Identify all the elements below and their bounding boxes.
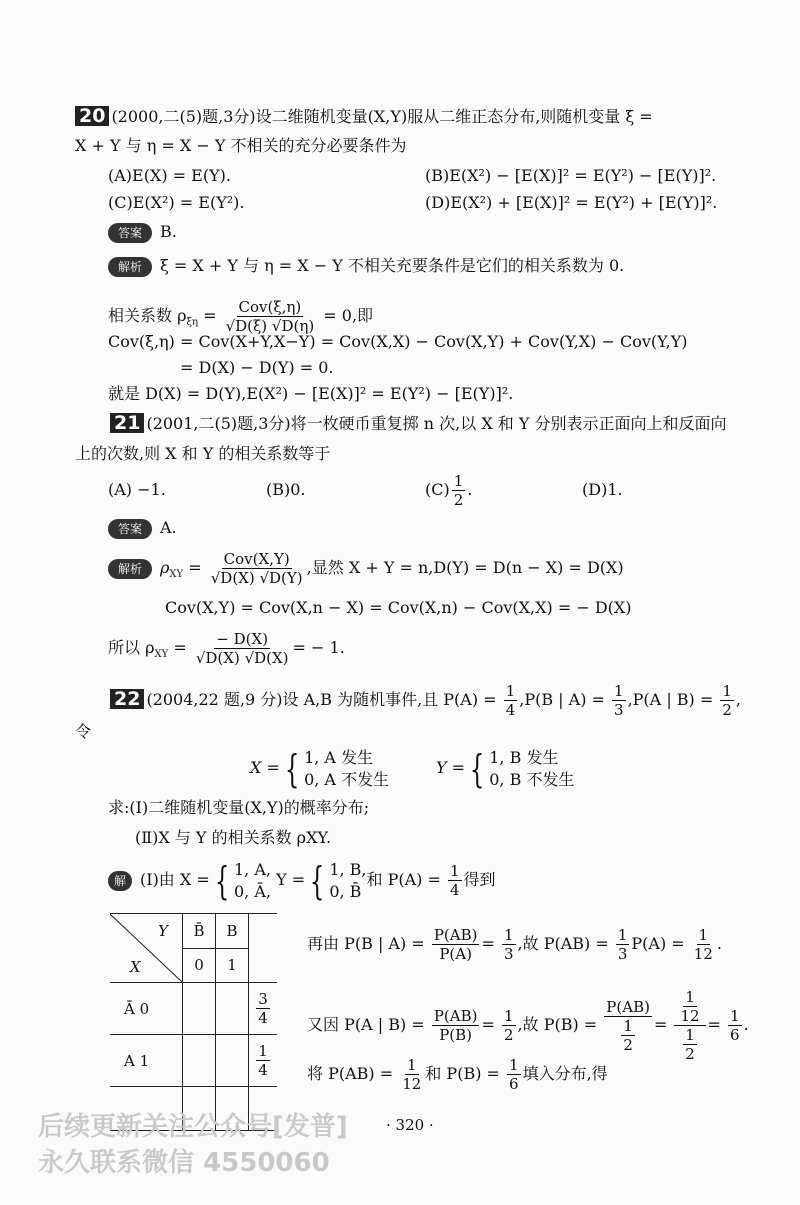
- q20-option-c: (C)E(X²) = E(Y²).: [108, 193, 245, 212]
- q22-step1: 再由 P(B | A) = $\frac{P(AB)}{P(A)}$ = $\frac{1}{3}$ ,故 P(AB) = $\frac{1}{3}$ P(A) = $\frac{1}{12}$ .: [307, 926, 722, 963]
- q22-intro-line: 22 (2004,22 题,9 分)设 A,B 为随机事件,且 P(A) = $\frac{1}{4}$ ,P(B | A) = $\frac{1}{3}$ ,P(A | B) = $\frac{1}{2}$ ,: [110, 680, 741, 720]
- table-col2-head: B: [216, 914, 249, 949]
- q20-cov-line1: Cov(ξ,η) = Cov(X+Y,X−Y) = Cov(X,X) − Cov(X,Y) + Cov(Y,X) − Cov(Y,Y): [108, 332, 688, 351]
- q21-intro: (2001,二(5)题,3分)将一枚硬币重复掷 n 次,以 X 和 Y 分别表示正面向上和反面向: [146, 414, 727, 433]
- table-cell-r2c1: [183, 1035, 216, 1087]
- q20-analysis-text: ξ = X + Y 与 η = X − Y 不相关充要条件是它们的相关系数为 0.: [160, 256, 625, 275]
- q21-answer: A.: [160, 518, 177, 537]
- q21-intro2: 上的次数,则 X 和 Y 的相关系数等于: [75, 444, 331, 463]
- q20-option-d: (D)E(X²) + [E(X)]² = E(Y²) + [E(Y)]².: [425, 193, 718, 212]
- q20-intro: (2000,二(5)题,3分)设二维随机变量(X,Y)服从二维正态分布,则随机变量 ξ =: [111, 107, 653, 126]
- table-col2-value: 1: [216, 948, 249, 983]
- table-row2-label: A 1: [110, 1035, 183, 1087]
- q22-requirement-2: (Ⅱ)X 与 Y 的相关系数 ρXY.: [135, 828, 332, 847]
- table-row1-label: Ā 0: [110, 983, 183, 1035]
- q22-x-definition: X = { 1, A 发生 0, A 不发生: [250, 746, 390, 791]
- q21-number: 21: [110, 413, 144, 433]
- q22-solution-part1: 解 (Ⅰ)由 X = { 1, A, 0, Ā, Y = { 1, B, 0, B̄ 和 P(A) = $\frac{1}{4}$ 得到: [108, 858, 496, 903]
- q21-final-formula: 所以 $\rho_{XY}$ = $\frac{- D(X)}{√D(X) √D(X)}$ = − 1.: [108, 630, 345, 667]
- answer-badge: 答案: [108, 223, 152, 243]
- q20-answer-line: [108, 222, 177, 243]
- q22-step3: 将 P(AB) = $\frac{1}{12}$ 和 P(B) = $\frac{1}{6}$ 填入分布,得: [307, 1056, 608, 1093]
- table-y-label: Y: [158, 922, 168, 940]
- table-cell-r1c2: [216, 983, 249, 1035]
- watermark-line-1: 后续更新关注公众号[发普]: [38, 1112, 348, 1142]
- table-marginal-head: [249, 914, 278, 983]
- diagonal-line: [110, 914, 182, 982]
- table-cell-r1c1: [183, 983, 216, 1035]
- q22-number: 22: [110, 689, 144, 709]
- q21-option-d: (D)1.: [582, 480, 623, 499]
- q20-analysis-line: [108, 256, 624, 277]
- table-x-label: X: [130, 958, 141, 976]
- q22-y-definition: Y = { 1, B 发生 0, B 不发生: [436, 746, 575, 791]
- q21-answer-line: [108, 518, 177, 539]
- q21-intro-line: [110, 413, 727, 434]
- q21-option-c: (C) $\frac{1}{2}$ .: [425, 472, 473, 509]
- q22-ling: 令: [75, 722, 92, 741]
- q20-intro-line: [75, 106, 653, 127]
- distribution-table: [110, 913, 277, 1131]
- table-corner-cell: [110, 914, 183, 983]
- solution-badge: 解: [108, 871, 132, 891]
- q20-cov-line2: = D(X) − D(Y) = 0.: [180, 358, 334, 377]
- table-col1-value: 0: [183, 948, 216, 983]
- q20-intro2: X + Y 与 η = X − Y 不相关的充分必要条件为: [75, 136, 407, 155]
- table-col1-head: B̄: [183, 914, 216, 949]
- table-cell-r2c2: [216, 1035, 249, 1087]
- q22-requirement-1: 求:(Ⅰ)二维随机变量(X,Y)的概率分布;: [108, 798, 370, 817]
- q21-option-a: (A) −1.: [108, 480, 166, 499]
- q21-rho-formula: 解析 $\rho_{XY}$ = $\frac{\text{Cov(X,Y)}}{√D(X) √D(Y)}$ ,显然 X + Y = n,D(Y) = D(n − X) = D(X): [108, 548, 624, 595]
- answer-badge: 答案: [108, 519, 152, 539]
- q20-conclusion: 就是 D(X) = D(Y),E(X²) − [E(X)]² = E(Y²) − [E(Y)]².: [108, 384, 514, 403]
- table-row2-marginal: $\frac{1}{4}$: [249, 1035, 278, 1087]
- q20-answer: B.: [160, 222, 177, 241]
- watermark-line-2: 永久联系微信 4550060: [38, 1148, 330, 1178]
- q20-number: 20: [75, 106, 109, 126]
- analysis-badge: 解析: [108, 257, 152, 277]
- q21-option-b: (B)0.: [266, 480, 306, 499]
- q20-option-b: (B)E(X²) − [E(X)]² = E(Y²) − [E(Y)]².: [425, 166, 717, 185]
- page-number: · 320 ·: [386, 1116, 434, 1134]
- q22-step2: 又因 P(A | B) = $\frac{P(AB)}{P(B)}$ = $\frac{1}{2}$ ,故 P(B) = $\frac{P(AB)}{\frac{1}{2}}$ = $\frac{\frac{1}{12}}{\frac{1}{2}}$ = $\frac{1}{6}$ .: [307, 988, 749, 1063]
- q20-option-a: (A)E(X) = E(Y).: [108, 166, 231, 185]
- q21-cov-line: Cov(X,Y) = Cov(X,n − X) = Cov(X,n) − Cov(X,X) = − D(X): [165, 598, 632, 617]
- table-row1-marginal: $\frac{3}{4}$: [249, 983, 278, 1035]
- analysis-badge: 解析: [108, 559, 152, 579]
- q20-corr-fraction: $\frac{\text{Cov(ξ,η)}}{√D(\xi) √D(\eta)}$: [225, 298, 315, 335]
- q20-correlation-formula: 相关系数 $\rho_{\xi\eta}$ = $\frac{\text{Cov(ξ,η)}}{√D(\xi) √D(\eta)}$ = 0,即: [108, 298, 374, 335]
